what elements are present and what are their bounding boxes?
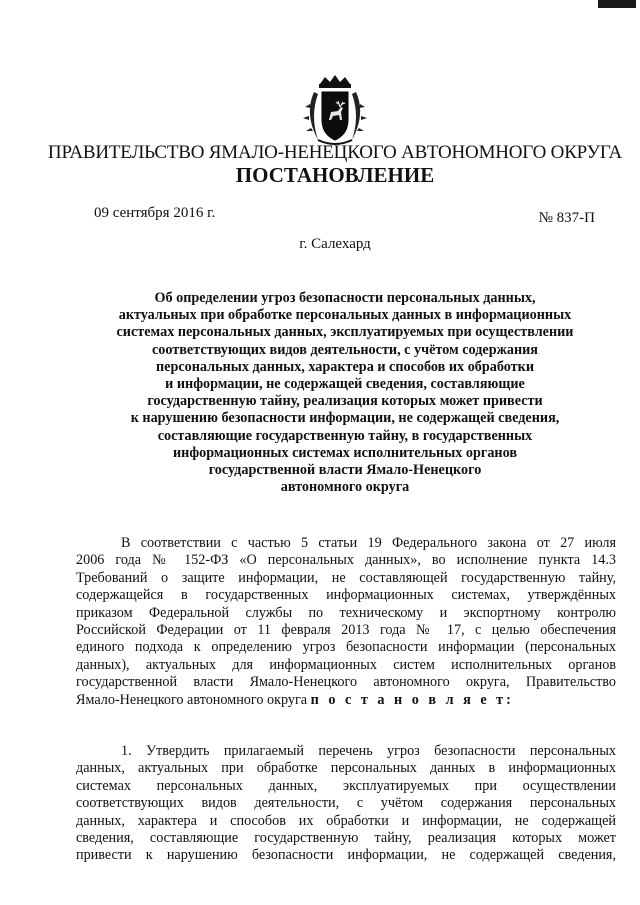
government-name: ПРАВИТЕЛЬСТВО ЯМАЛО-НЕНЕЦКОГО АВТОНОМНОГО ОКРУГА: [47, 142, 623, 163]
preamble-line: Требований о защите информации, не составляющей государственную тайну,: [76, 569, 616, 586]
title-line: информационных системах исполнительных органов: [172, 444, 518, 461]
preamble-line: единого подхода к определению угроз безопасности информации (персональных: [76, 639, 616, 656]
title-line: системах персональных данных, эксплуатируемых при осуществлении: [116, 324, 574, 341]
title-line: соответствующих видов деятельности, с учётом содержания: [152, 341, 538, 358]
title-line: государственную тайну, реализация которых может привести: [147, 393, 543, 410]
document-date: 09 сентября 2016 г.: [94, 205, 216, 221]
title-line: актуальных при обработке персональных данных в информационных: [118, 307, 572, 324]
item-line: соответствующих видов деятельности, с учётом содержания персональных: [76, 795, 616, 812]
preamble-line: содержащейся в государственных информационных системах, утверждённых: [76, 587, 616, 604]
title-line: государственной власти Ямало-Ненецкого: [208, 462, 482, 479]
item-line: данных, характера и способов их обработки и информации, не содержащей: [76, 812, 616, 829]
title-line: к нарушению безопасности информации, не содержащей сведения,: [130, 410, 560, 427]
title-line: и информации, не содержащей сведения, составляющие: [165, 376, 525, 393]
title-line: Об определении угроз безопасности персональных данных,: [154, 290, 536, 306]
title-line: автономного округа: [280, 479, 410, 496]
item-line: привести к нарушению безопасности информации, не содержащей сведения,: [76, 847, 616, 864]
document-city: г. Салехард: [299, 236, 371, 252]
item-line: системах персональных данных, эксплуатируемых при осуществлении: [76, 777, 616, 794]
coat-of-arms-emblem: [300, 74, 370, 148]
preamble-line: В соответствии с частью 5 статьи 19 Федерального закона от 27 июля: [121, 535, 616, 551]
preamble-line: Ямало-Ненецкого автономного округа: [76, 691, 308, 708]
title-line: персональных данных, характера и способов их обработки: [156, 358, 534, 375]
item-line: 1. Утвердить прилагаемый перечень угроз безопасности персональных: [121, 743, 616, 759]
scan-edge-mark: [598, 0, 636, 8]
item-line: данных, актуальных при обработке персональных данных в информационных: [76, 760, 616, 777]
preamble-line: Российской Федерации от 11 февраля 2013 года № 17, с целью обеспечения: [76, 622, 616, 639]
preamble-line: государственной власти Ямало-Ненецкого автономного округа, Правительство: [76, 674, 616, 691]
preamble-line: данных), актуальных для информационных систем исполнительных органов: [76, 656, 616, 673]
document-type-title: ПОСТАНОВЛЕНИЕ: [235, 163, 435, 187]
preamble-line: приказом Федеральной службы по техническому и экспортному контролю: [76, 604, 616, 621]
document-number: № 837-П: [538, 210, 595, 226]
preamble-paragraph: [76, 535, 616, 709]
preamble-final-line: [76, 692, 616, 709]
document-subject-title: [95, 290, 595, 496]
title-line: составляющие государственную тайну, в государственных: [157, 427, 533, 444]
item-line: сведения, составляющие государственную тайну, реализация которых может: [76, 830, 616, 847]
item-1-paragraph: [76, 743, 616, 865]
preamble-line: 2006 года № 152-ФЗ «О персональных данных», во исполнение пункта 14.3: [76, 552, 616, 569]
resolves-keyword: п о с т а н о в л я е т:: [310, 691, 514, 708]
